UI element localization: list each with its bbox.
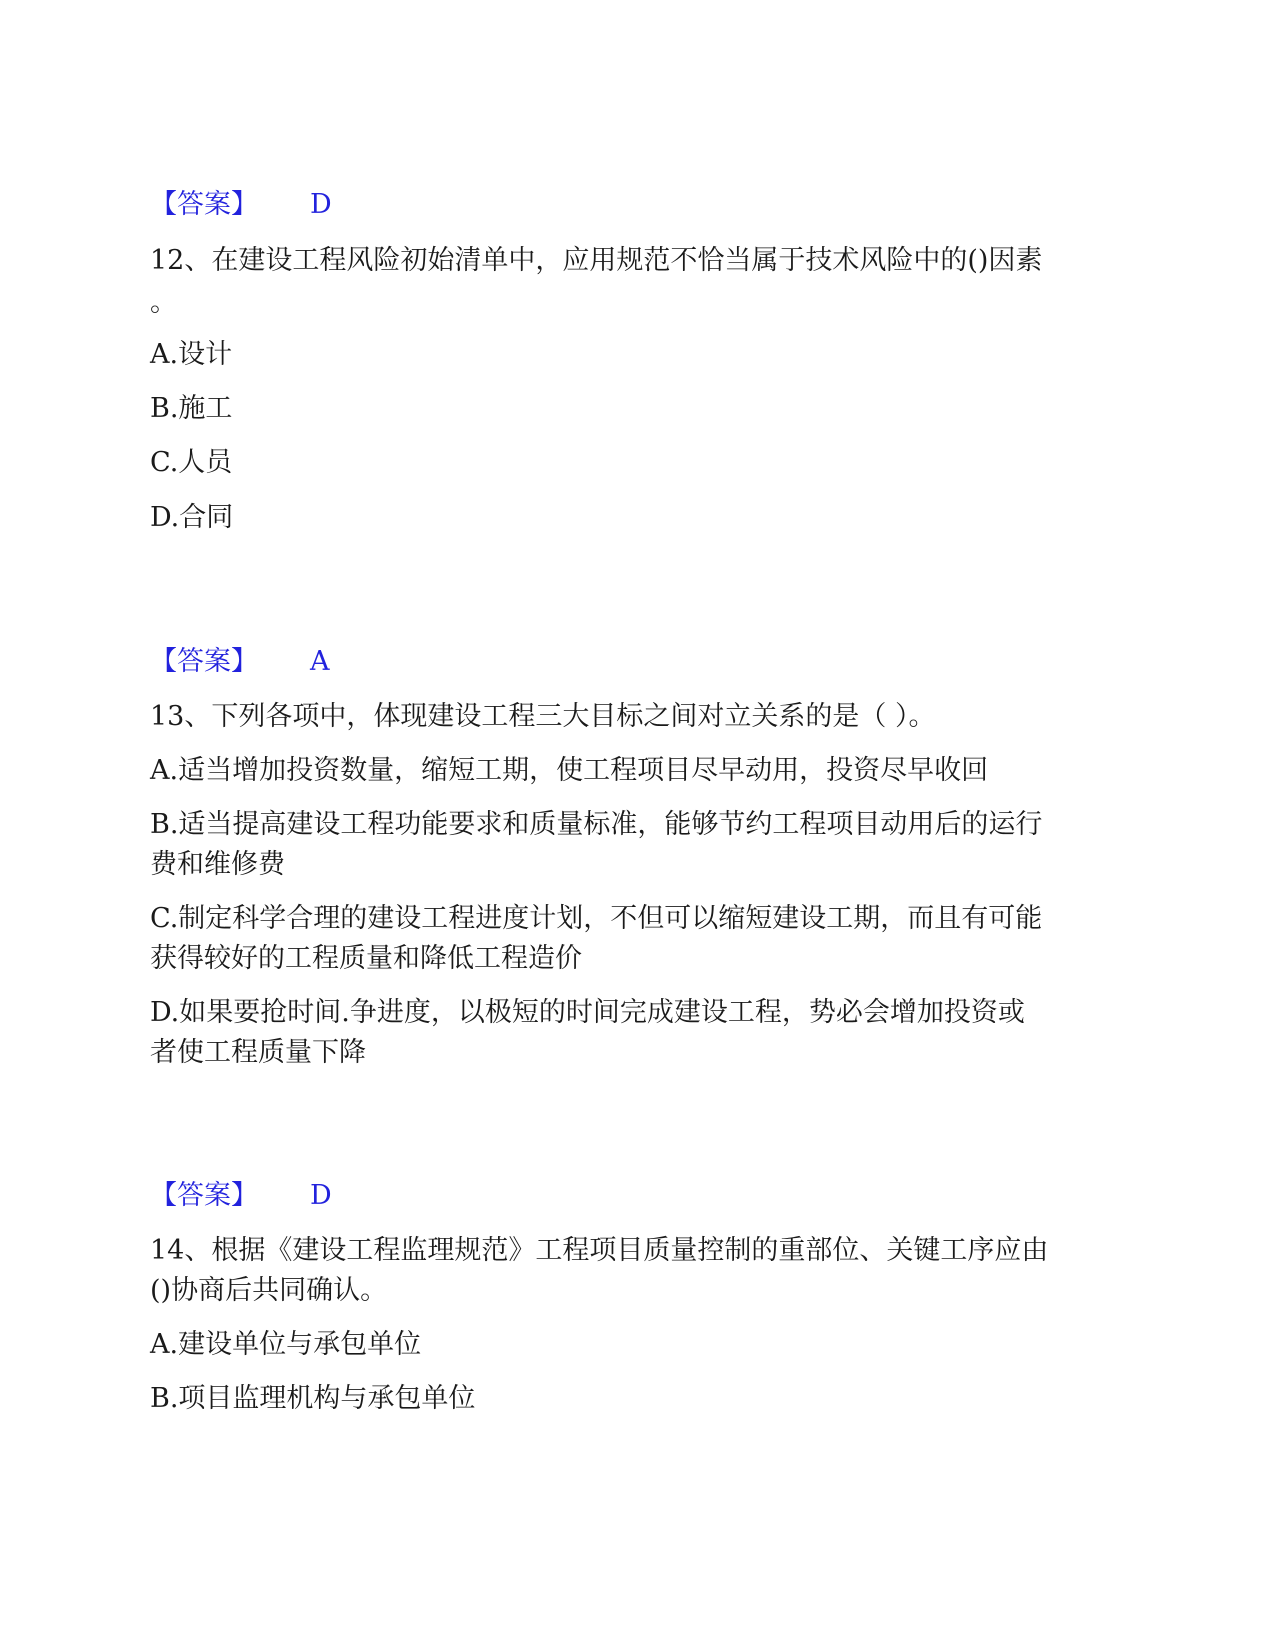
answer-label: 【答案】 — [150, 189, 258, 220]
question-12-option-a: A.设计 — [150, 339, 233, 370]
question-13-option-a: A.适当增加投资数量，缩短工期，使工程项目尽早动用，投资尽早收回 — [150, 755, 989, 786]
question-14-text-cont: ()协商后共同确认。 — [150, 1275, 388, 1306]
answer-value: D — [310, 1180, 332, 1211]
answer-line — [150, 642, 330, 682]
answer-label: 【答案】 — [150, 1180, 258, 1211]
question-13-option-d-cont: 者使工程质量下降 — [150, 1037, 366, 1068]
question-14-text: 14、根据《建设工程监理规范》工程项目质量控制的重部位、关键工序应由 — [150, 1235, 1049, 1266]
question-13-option-c-cont: 获得较好的工程质量和降低工程造价 — [150, 943, 582, 974]
question-13-option-d: D.如果要抢时间.争进度，以极短的时间完成建设工程，势必会增加投资或 — [150, 997, 1025, 1028]
question-14-option-a: A.建设单位与承包单位 — [150, 1329, 422, 1360]
question-13-option-b-cont: 费和维修费 — [150, 849, 285, 880]
answer-line — [150, 185, 332, 225]
question-13-option-b: B.适当提高建设工程功能要求和质量标准，能够节约工程项目动用后的运行 — [150, 809, 1043, 840]
question-14-option-b: B.项目监理机构与承包单位 — [150, 1383, 476, 1414]
question-12-option-c: C.人员 — [150, 447, 233, 478]
question-12-text: 12、在建设工程风险初始清单中，应用规范不恰当属于技术风险中的()因素 — [150, 245, 1043, 276]
question-12-text-cont: 。 — [150, 287, 177, 318]
question-12-option-d: D.合同 — [150, 502, 234, 533]
answer-value: A — [310, 646, 330, 677]
question-13-text: 13、下列各项中，体现建设工程三大目标之间对立关系的是（ ）。 — [150, 701, 936, 732]
question-13-option-c: C.制定科学合理的建设工程进度计划，不但可以缩短建设工期，而且有可能 — [150, 903, 1043, 934]
question-12-option-b: B.施工 — [150, 393, 233, 424]
answer-value: D — [310, 189, 332, 220]
answer-label: 【答案】 — [150, 646, 258, 677]
answer-line — [150, 1176, 332, 1216]
